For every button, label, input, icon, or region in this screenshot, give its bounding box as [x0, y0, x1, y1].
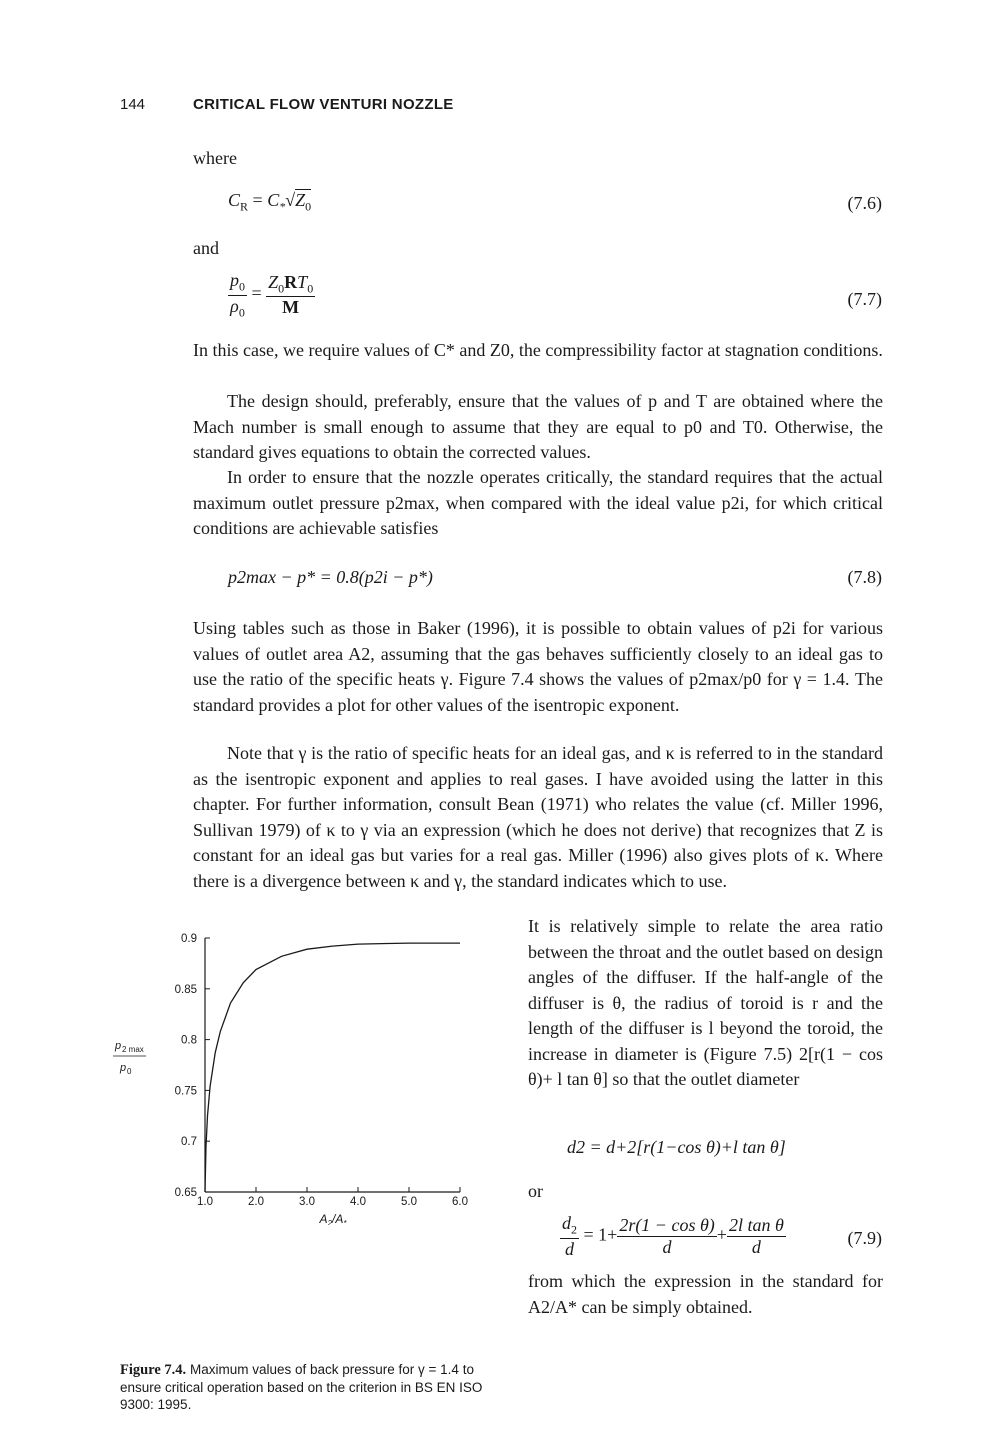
right-column-paragraph-1: It is relatively simple to relate the area ratio between the throat and the outlet based on design angles of the diffuser. If the half-angle of the diffuser is θ, the radius of toroid is r and the length of the diffuser is l beyond the toroid, the increase in diameter is (Figure 7.5) 2[r(1 − cos θ)+ l tan θ] so that the outlet diameter	[528, 916, 883, 1089]
paragraph-4: Using tables such as those in Baker (1996), it is possible to obtain values of p2i for various values of outlet area A2, assuming that the gas behaves sufficiently closely to an ideal gas to use the ratio of the specific heats γ. Figure 7.4 shows the values of p2max/p0 for γ = 1.4. The standard provides a plot for other values of the isentropic exponent.	[193, 618, 883, 715]
word-where: where	[193, 148, 237, 168]
paragraph-5: Note that γ is the ratio of specific heats for an ideal gas, and κ is referred to in the standard as the isentropic exponent and applies to real gases. I have avoided using the latter in this chapter. For further information, consult Bean (1971) who relates the value (cf. Miller 1996, Sullivan 1979) of κ to γ via an expression (which he does not derive) that recognizes that Z is constant for an ideal gas but varies for a real gas. Miller (1996) also gives plots of κ. Where there is a divergence between κ and γ, the standard indicates which to use.	[193, 743, 883, 891]
equation-number-7-8: (7.8)	[847, 567, 882, 587]
equation-7-6: $C_R = C_*√Z_0$	[228, 190, 312, 214]
running-title: CRITICAL FLOW VENTURI NOZZLE	[193, 96, 454, 113]
svg-text:p: p	[115, 1040, 122, 1052]
y-axis-label	[113, 1040, 146, 1076]
x-tick-label: 4.0	[350, 1196, 366, 1208]
equation-number-7-7: (7.7)	[847, 289, 882, 309]
figure-7-4-chart	[110, 925, 520, 1225]
equation-number-7-9: (7.9)	[847, 1228, 882, 1248]
equation-number-7-6: (7.6)	[847, 193, 882, 213]
word-or: or	[528, 1181, 543, 1201]
x-tick-label: 3.0	[299, 1196, 315, 1208]
figure-caption	[120, 1361, 498, 1413]
paragraph-1: In this case, we require values of C* and Z0, the compressibility factor at stagnation conditions.	[193, 340, 883, 360]
equation-7-7: $\frac{p_0}{\rho_0}$ = $\frac{Z_0RT_0}{M}$	[230, 270, 314, 320]
equation-d2: d2 = d+2[r(1−cos θ)+l tan θ]	[567, 1137, 786, 1157]
x-tick-label: 2.0	[248, 1196, 264, 1208]
y-tick-label: 0.9	[181, 933, 197, 945]
caption-text: Maximum values of back pressure for γ = 1.4 to ensure critical operation based on the criterion in BS EN ISO 9300: 1995.	[120, 1362, 483, 1412]
equation-7-8: p2max − p* = 0.8(p2i − p*)	[228, 567, 433, 587]
chart-axes	[205, 938, 460, 1192]
svg-text:p: p	[120, 1062, 127, 1074]
y-tick-label: 0.85	[174, 983, 197, 996]
x-tick-label: 1.0	[197, 1196, 213, 1208]
page-number: 144	[120, 96, 146, 113]
paragraph-2: The design should, preferably, ensure that the values of p and T are obtained where the Mach number is small enough to assume that they are equal to p0 and T0. Otherwise, the standard gives equations to obtain the corrected values.	[193, 391, 883, 462]
right-column-paragraph-2: from which the expression in the standard for A2/A* can be simply obtained.	[528, 1271, 883, 1317]
paragraph-3: In order to ensure that the nozzle operates critically, the standard requires that the actual maximum outlet pressure p2max, when compared with the ideal value p2i, for which critical conditions are achievable satisfies	[193, 467, 883, 538]
word-and: and	[193, 238, 219, 258]
equation-7-9: $\frac{d_2}{d}$ = 1+ $\frac{\text{2r(1 − cos θ)}}{d}$ + $\frac{\text{2l tan θ}}{d}$	[562, 1213, 784, 1259]
x-tick-label: 6.0	[452, 1196, 468, 1208]
y-tick-label: 0.65	[174, 1187, 197, 1199]
svg-text:2 max: 2 max	[122, 1045, 144, 1054]
chart-series-line	[205, 943, 460, 1192]
x-tick-label: 5.0	[401, 1196, 417, 1208]
y-tick-label: 0.7	[181, 1136, 197, 1149]
svg-text:0: 0	[127, 1067, 132, 1076]
y-tick-label: 0.8	[181, 1034, 197, 1047]
y-tick-label: 0.75	[174, 1085, 197, 1098]
x-axis-label: $A_2/A_*$	[319, 1212, 347, 1225]
caption-label: Figure 7.4.	[120, 1362, 187, 1378]
